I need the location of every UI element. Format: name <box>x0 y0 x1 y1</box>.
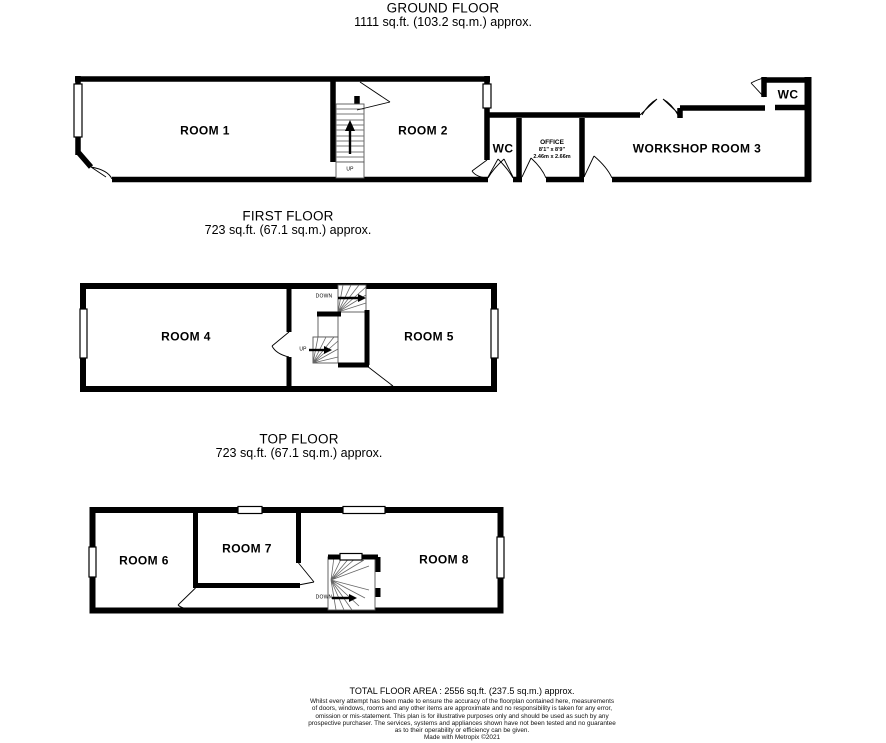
disclaimer-line: prospective purchaser. The services, systems and appliances shown have not been tested and no guarantee <box>308 719 616 727</box>
tf-staircase <box>328 557 378 610</box>
room-8-label: ROOM 8 <box>419 552 469 567</box>
ground-floor-title: GROUND FLOOR <box>386 0 500 16</box>
room-7-label: ROOM 7 <box>222 541 272 556</box>
ff-down-label: DOWN <box>315 293 333 300</box>
office-name: OFFICE <box>540 139 564 147</box>
wc-rear-label: WC <box>777 87 799 102</box>
workshop-room-3-label: WORKSHOP ROOM 3 <box>632 141 762 156</box>
room-1-label: ROOM 1 <box>180 123 230 138</box>
office-dims-metric: 2.46m x 2.66m <box>533 154 571 161</box>
office-label <box>533 139 570 161</box>
first-floor-subtitle: 723 sq.ft. (67.1 sq.m.) approx. <box>204 223 372 238</box>
room-2-label: ROOM 2 <box>398 123 448 138</box>
office-dims-imperial: 8'1" x 8'9" <box>538 147 566 154</box>
room-4-label: ROOM 4 <box>161 329 211 344</box>
disclaimer-line: Whilst every attempt has been made to ensure the accuracy of the floorplan contained here, measurements <box>309 698 615 705</box>
room-6-label: ROOM 6 <box>119 553 169 568</box>
ground-floor-subtitle: 1111 sq.ft. (103.2 sq.m.) approx. <box>354 15 532 30</box>
disclaimer-line: omission or mis-statement. This plan is for illustrative purposes only and should be used as such by any <box>315 712 609 720</box>
disclaimer <box>308 698 616 742</box>
gf-up-label: UP <box>346 166 354 173</box>
total-floor-area: TOTAL FLOOR AREA : 2556 sq.ft. (237.5 sq.m.) approx. <box>349 686 575 696</box>
wc-front-label: WC <box>492 141 514 156</box>
tf-down-label: DOWN <box>315 594 333 601</box>
top-floor-title: TOP FLOOR <box>259 431 339 447</box>
metropix-credit: Made with Metropix ©2021 <box>423 734 501 742</box>
disclaimer-line: of doors, windows, rooms and any other items are approximate and no responsibility is taken for any error, <box>311 705 613 713</box>
disclaimer-line: as to their operability or efficiency can be given. <box>394 727 530 735</box>
ff-up-label: UP <box>299 346 307 353</box>
top-floor-subtitle: 723 sq.ft. (67.1 sq.m.) approx. <box>215 446 383 461</box>
first-floor-title: FIRST FLOOR <box>242 208 334 224</box>
room-5-label: ROOM 5 <box>404 329 454 344</box>
